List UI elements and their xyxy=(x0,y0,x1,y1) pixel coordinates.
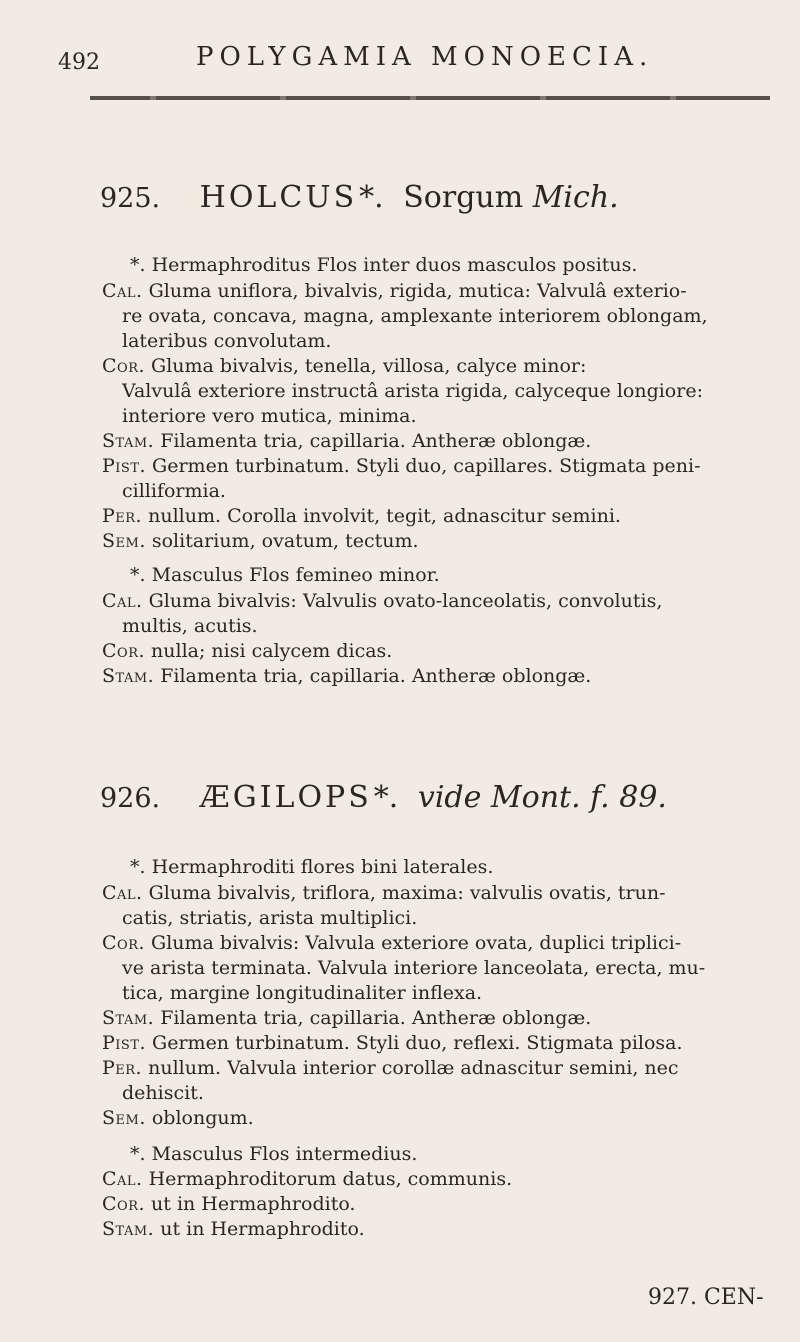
text-line xyxy=(122,617,258,636)
page-number: 492 xyxy=(58,50,100,75)
line-text: multis, acutis. xyxy=(122,615,258,637)
section-label: Sem. xyxy=(102,530,146,552)
synonym: Sorgum xyxy=(403,180,524,215)
section-label: Cal. xyxy=(102,882,143,904)
line-text: Gluma bivalvis: Valvulis ovato-lanceolatis, convolutis, xyxy=(148,590,663,612)
line-text: ve arista terminata. Valvula interiore lanceolata, erecta, mu- xyxy=(122,957,706,979)
line-text: Gluma uniflora, bivalvis, rigida, mutica: Valvulâ exterio- xyxy=(148,280,687,302)
genus-heading-holcus xyxy=(100,180,619,215)
text-line xyxy=(102,884,666,903)
section-label: Stam. xyxy=(102,1218,155,1240)
text-line xyxy=(102,1195,355,1214)
section-label: Stam. xyxy=(102,1007,155,1029)
line-text: Valvulâ exteriore instructâ arista rigida, calyceque longiore: xyxy=(122,380,703,402)
line-text: interiore vero mutica, minima. xyxy=(122,405,417,427)
text-line xyxy=(102,1109,254,1128)
text-line xyxy=(122,407,417,426)
section-label: Stam. xyxy=(102,430,155,452)
line-text: solitarium, ovatum, tectum. xyxy=(151,530,419,552)
text-line xyxy=(102,934,681,953)
line-text: Filamenta tria, capillaria. Antheræ oblongæ. xyxy=(160,430,592,452)
text-line xyxy=(102,532,419,551)
section-label: Pist. xyxy=(102,1032,147,1054)
text-line xyxy=(130,256,637,275)
header-rule xyxy=(90,96,770,100)
section-label: Cor. xyxy=(102,932,146,954)
line-text: Gluma bivalvis: Valvula exteriore ovata, duplici triplici- xyxy=(151,932,682,954)
text-line xyxy=(122,307,708,326)
text-line xyxy=(102,282,687,301)
text-line xyxy=(102,642,392,661)
section-label: Per. xyxy=(102,505,143,527)
text-line xyxy=(102,1034,683,1053)
line-text: Gluma bivalvis, triflora, maxima: valvulis ovatis, trun- xyxy=(148,882,666,904)
text-line xyxy=(102,457,701,476)
text-line xyxy=(102,1220,365,1239)
catchword: 927. CEN- xyxy=(648,1285,764,1310)
line-text: tica, margine longitudinaliter inflexa. xyxy=(122,982,483,1004)
text-line xyxy=(102,592,662,611)
reference: vide Mont. f. 89. xyxy=(417,780,667,815)
text-line xyxy=(102,667,591,686)
line-text: *. Masculus Flos intermedius. xyxy=(130,1143,418,1165)
line-text: Germen turbinatum. Styli duo, reflexi. Stigmata pilosa. xyxy=(152,1032,683,1054)
line-text: catis, striatis, arista multiplici. xyxy=(122,907,418,929)
line-text: *. Hermaphroditi flores bini laterales. xyxy=(130,856,494,878)
running-title: POLYGAMIA MONOECIA. xyxy=(196,42,654,72)
text-line xyxy=(122,984,482,1003)
line-text: Germen turbinatum. Styli duo, capillares. Stigmata peni- xyxy=(152,455,701,477)
line-text: Hermaphroditorum datus, communis. xyxy=(148,1168,513,1190)
text-line xyxy=(130,566,440,585)
line-text: nullum. Corolla involvit, tegit, adnascitur semini. xyxy=(148,505,621,527)
line-text: Gluma bivalvis, tenella, villosa, calyce minor: xyxy=(151,355,587,377)
text-line xyxy=(122,382,703,401)
text-line xyxy=(130,1145,417,1164)
section-label: Cor. xyxy=(102,640,146,662)
genus-heading-aegilops xyxy=(100,780,667,815)
asterisk-mark: *. xyxy=(359,180,384,215)
text-line xyxy=(102,1059,679,1078)
line-text: ut in Hermaphrodito. xyxy=(151,1193,356,1215)
section-label: Cor. xyxy=(102,355,146,377)
line-text: *. Masculus Flos femineo minor. xyxy=(130,564,440,586)
section-label: Cor. xyxy=(102,1193,146,1215)
line-text: dehiscit. xyxy=(122,1082,204,1104)
section-label: Cal. xyxy=(102,1168,143,1190)
section-label: Per. xyxy=(102,1057,143,1079)
text-line xyxy=(122,1084,204,1103)
line-text: nulla; nisi calycem dicas. xyxy=(151,640,393,662)
genus-name: HOLCUS xyxy=(199,180,358,215)
line-text: cilliformia. xyxy=(122,480,226,502)
text-line xyxy=(102,1009,591,1028)
genus-number: 925. xyxy=(100,183,161,214)
section-label: Cal. xyxy=(102,590,143,612)
line-text: Filamenta tria, capillaria. Antheræ oblongæ. xyxy=(160,1007,592,1029)
text-line xyxy=(102,1170,512,1189)
text-line xyxy=(122,482,226,501)
line-text: *. Hermaphroditus Flos inter duos masculos positus. xyxy=(130,254,638,276)
text-line xyxy=(102,507,621,526)
section-label: Cal. xyxy=(102,280,143,302)
text-line xyxy=(102,432,591,451)
genus-name: ÆGILOPS xyxy=(199,780,372,815)
section-label: Pist. xyxy=(102,455,147,477)
section-label: Sem. xyxy=(102,1107,146,1129)
line-text: Filamenta tria, capillaria. Antheræ oblongæ. xyxy=(160,665,592,687)
line-text: oblongum. xyxy=(151,1107,254,1129)
asterisk-mark: *. xyxy=(373,780,399,815)
section-label: Stam. xyxy=(102,665,155,687)
genus-number: 926. xyxy=(100,783,161,814)
author: Mich. xyxy=(532,180,619,215)
line-text: nullum. Valvula interior corollæ adnascitur semini, nec xyxy=(148,1057,679,1079)
text-line xyxy=(102,357,586,376)
text-line xyxy=(122,332,331,351)
line-text: re ovata, concava, magna, amplexante interiorem oblongam, xyxy=(122,305,708,327)
text-line xyxy=(122,909,417,928)
text-line xyxy=(122,959,705,978)
line-text: ut in Hermaphrodito. xyxy=(160,1218,365,1240)
line-text: lateribus convolutam. xyxy=(122,330,332,352)
text-line xyxy=(130,858,493,877)
